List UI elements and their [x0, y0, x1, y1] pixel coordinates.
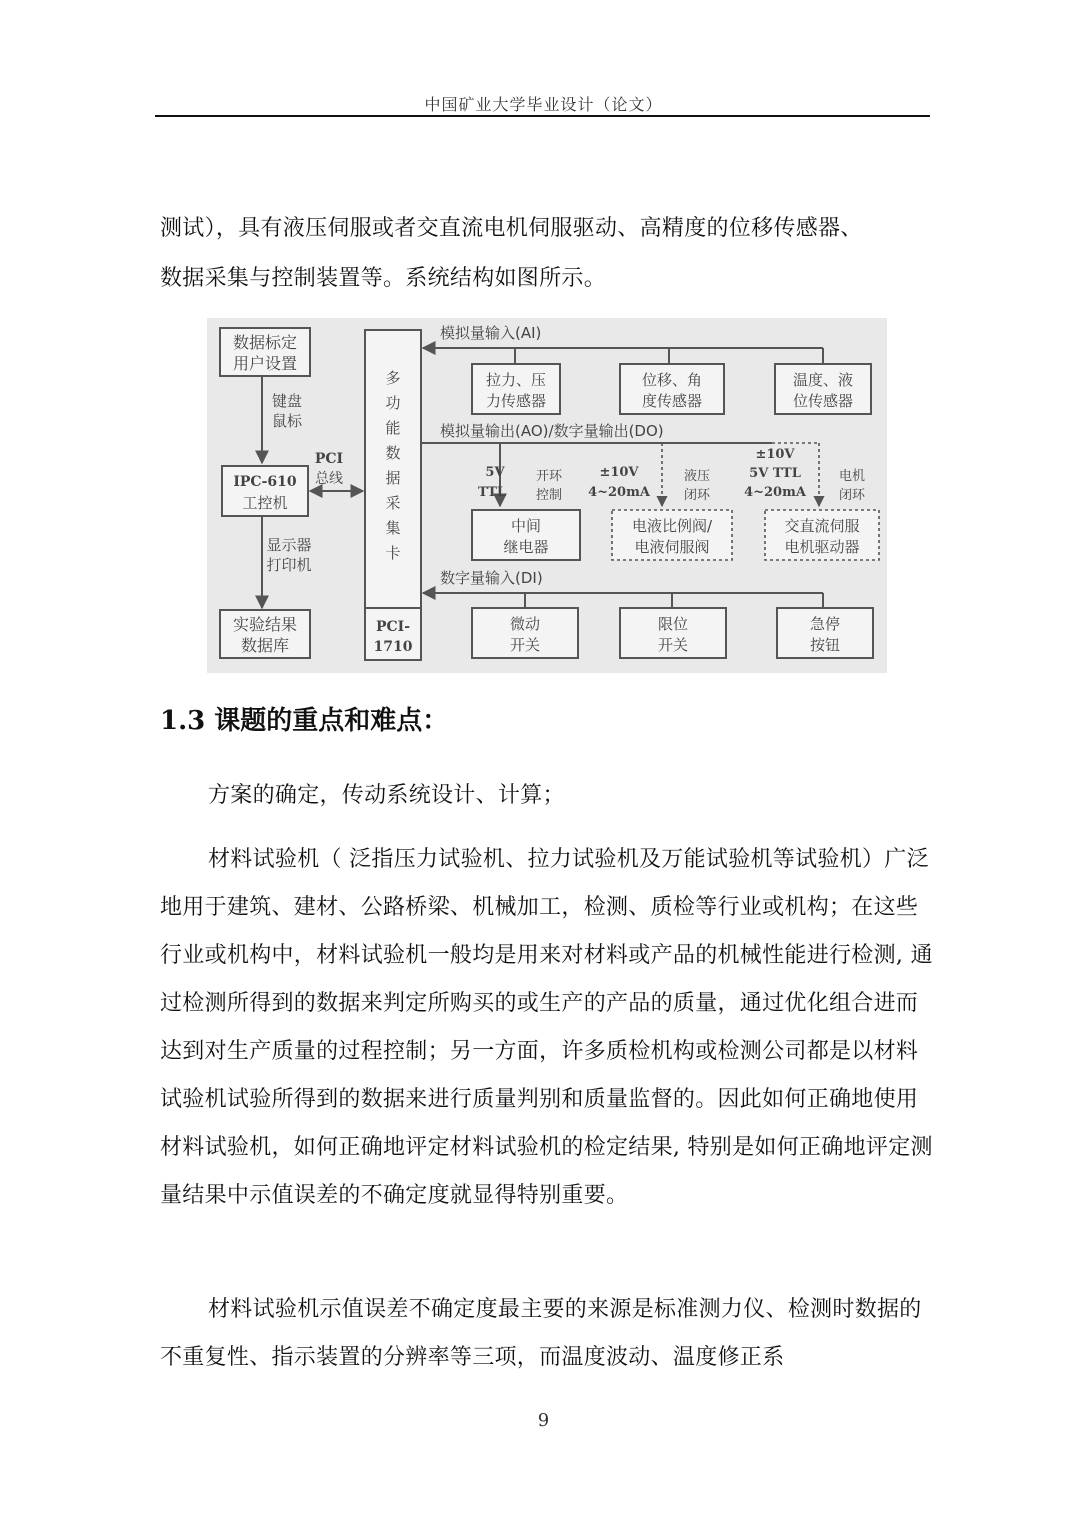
user-settings-line-2: 用户设置	[232, 354, 298, 373]
temperature-sensor-line-2: 位传感器	[792, 392, 854, 410]
intro-line-1: 测试），具有液压伺服或者交直流电机伺服驱动、高精度的位移传感器、	[160, 216, 863, 241]
daq-card-char: 功	[385, 394, 401, 412]
daq-card-char: 据	[385, 469, 401, 487]
valve-line-2: 电液伺服阀	[634, 538, 710, 556]
daq-card-char: 采	[385, 494, 401, 512]
ao-label: 模拟量输出(AO)/数字量输出(DO)	[440, 422, 664, 440]
daq-card-char: 卡	[385, 544, 401, 562]
paragraph-1: 方案的确定，传动系统设计、计算；	[208, 783, 565, 808]
signal-4-20ma: 4~20mA	[588, 485, 650, 500]
daq-card-char: 多	[385, 369, 401, 387]
emergency-stop-line-1: 急停	[809, 615, 841, 633]
daq-model-line-2: 1710	[373, 639, 413, 655]
results-db-line-1: 实验结果	[232, 615, 298, 634]
header-rule	[155, 115, 930, 117]
display-label: 显示器	[266, 536, 312, 554]
section-heading: 1.3 课题的重点和难点：	[160, 706, 449, 736]
valve-line-1: 电液比例阀/	[631, 517, 713, 535]
paragraph-2: 材料试验机（ 泛指压力试验机、拉力试验机及万能试验机等试验机）广泛地用于建筑、建材、公路桥梁、机械加工，检测、质检等行业或机构；在这些行业或机构中，材料试验机一般均是用来对材料或产品的机械性能进行检测, 通过检测所得到的数据来判定所购买的或生产的产品的质量，通过优化组合进而达到对生产质量的过程控制；另一方面，许多质检机构或检测公司都是以材料试验机试验所得到的数据来进行质量判别和质量监督的。因此如何正确地使用材料试验机，如何正确地评定材料试验机的检定结果, 特别是如何正确地评定测量结果中示值误差的不确定度就显得特别重要。	[160, 847, 933, 1208]
daq-card-char: 集	[385, 519, 401, 537]
relay-line-1: 中间	[510, 517, 542, 535]
page-number: 9	[537, 1410, 550, 1431]
signal-open-loop: 开环	[535, 469, 563, 484]
bus-label: 总线	[315, 471, 343, 487]
emergency-stop-line-2: 按钮	[809, 636, 841, 654]
limit-switch-line-2: 开关	[657, 636, 689, 654]
ipc-model: IPC-610	[233, 474, 297, 490]
ai-label: 模拟量输入(AI)	[440, 324, 542, 342]
signal-10v: ±10V	[599, 465, 639, 480]
signal-5v: 5V	[485, 465, 505, 480]
signal-ttl: TTL	[477, 485, 507, 500]
daq-model-line-1: PCI-	[375, 619, 411, 635]
motor-driver-line-1: 交直流伺服	[784, 517, 860, 535]
mouse-label: 鼠标	[271, 412, 303, 430]
system-structure-diagram	[207, 318, 887, 673]
temperature-sensor-line-1: 温度、液	[792, 371, 854, 389]
keyboard-label: 键盘	[271, 392, 303, 410]
signal-hydraulic: 液压	[683, 469, 711, 484]
signal-motor-10v: ±10V	[755, 447, 795, 462]
signal-motor-4-20ma: 4~20mA	[744, 485, 806, 500]
daq-card-char: 数	[385, 444, 401, 462]
signal-motor-closed-loop: 闭环	[838, 488, 866, 503]
signal-control: 控制	[535, 488, 563, 503]
intro-line-2: 数据采集与控制装置等。系统结构如图所示。	[160, 266, 607, 291]
ipc-label: 工控机	[242, 494, 288, 512]
user-settings-line-1: 数据标定	[232, 333, 298, 352]
pci-label: PCI	[314, 451, 344, 467]
signal-closed-loop: 闭环	[683, 488, 711, 503]
signal-motor-ttl: 5V TTL	[749, 466, 801, 481]
results-db-line-2: 数据库	[240, 636, 290, 655]
displacement-sensor-line-1: 位移、角	[641, 371, 703, 389]
signal-motor: 电机	[838, 469, 866, 484]
page-header: 中国矿业大学毕业设计（论文）	[424, 95, 663, 114]
printer-label: 打印机	[266, 556, 312, 574]
relay-line-2: 继电器	[503, 538, 549, 556]
force-sensor-line-2: 力传感器	[485, 392, 547, 410]
daq-card-char: 能	[385, 419, 401, 437]
micro-switch-line-2: 开关	[509, 636, 541, 654]
motor-driver-line-2: 电机驱动器	[784, 538, 860, 556]
micro-switch-line-1: 微动	[509, 615, 541, 633]
displacement-sensor-line-2: 度传感器	[641, 392, 703, 410]
paragraph-3: 材料试验机示值误差不确定度最主要的来源是标准测力仪、检测时数据的不重复性、指示装置的分辨率等三项，而温度波动、温度修正系	[160, 1297, 922, 1370]
force-sensor-line-1: 拉力、压	[485, 371, 547, 389]
di-label: 数字量输入(DI)	[440, 569, 543, 587]
limit-switch-line-1: 限位	[657, 615, 689, 633]
